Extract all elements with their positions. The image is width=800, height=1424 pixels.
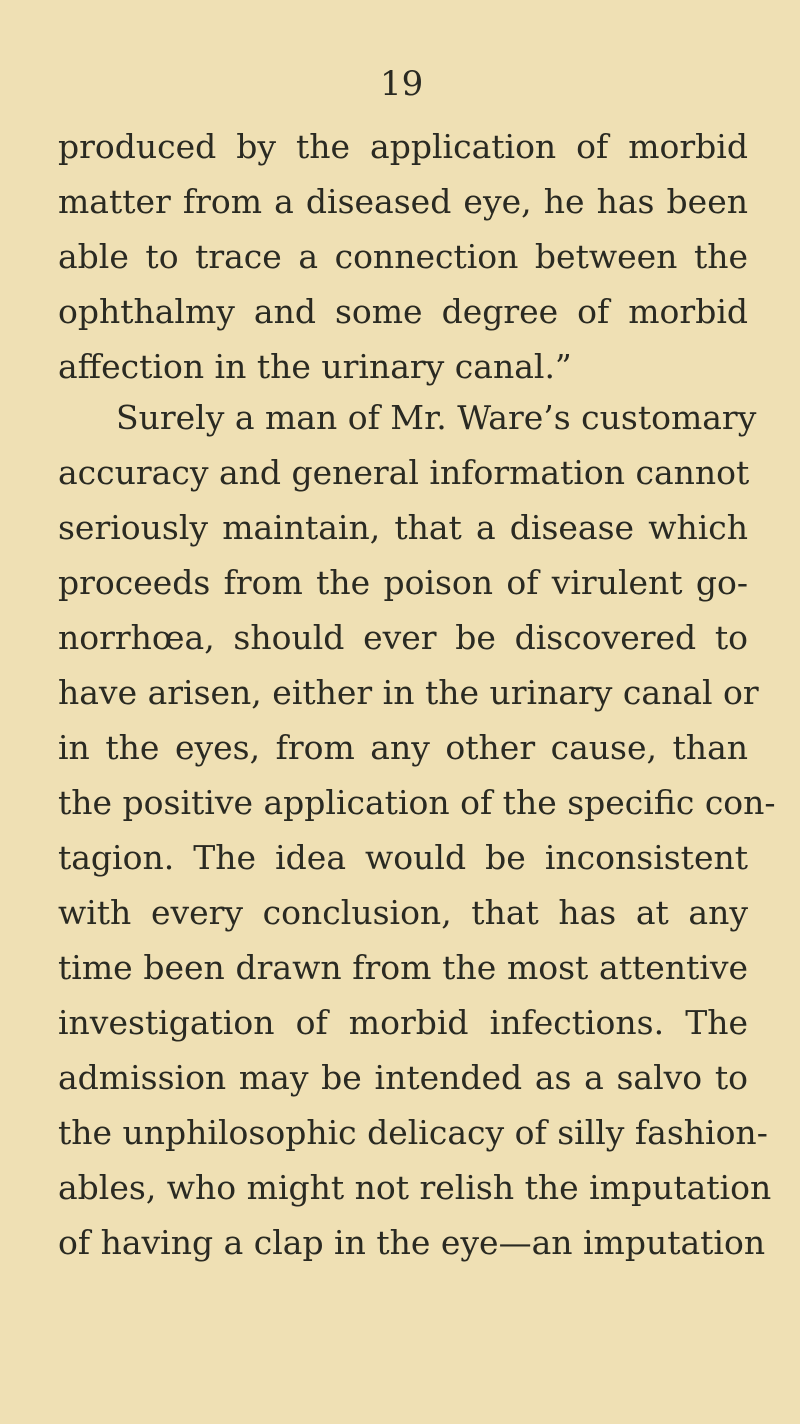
text-line: seriously maintain, that a disease which bbox=[58, 508, 748, 547]
text-line: accuracy and general information cannot bbox=[58, 453, 750, 492]
text-line: affection in the urinary canal.” bbox=[58, 347, 572, 386]
text-line: matter from a diseased eye, he has been bbox=[58, 182, 748, 221]
text-line: of having a clap in the eye—an imputation bbox=[58, 1223, 766, 1262]
text-line: Surely a man of Mr. Ware’s customary bbox=[116, 398, 757, 437]
page-number: 19 bbox=[380, 64, 424, 104]
text-line: proceeds from the poison of virulent go- bbox=[58, 563, 748, 602]
text-line: admission may be intended as a salvo to bbox=[58, 1058, 748, 1097]
text-line: produced by the application of morbid bbox=[58, 127, 748, 166]
text-line: have arisen, either in the urinary canal or bbox=[58, 673, 759, 712]
text-line: the positive application of the specific con- bbox=[58, 783, 776, 822]
text-line: with every conclusion, that has at any bbox=[58, 893, 748, 932]
text-line: in the eyes, from any other cause, than bbox=[58, 728, 748, 767]
paragraph-2 bbox=[58, 390, 776, 1270]
paragraph-1 bbox=[58, 119, 748, 394]
text-line: ables, who might not relish the imputation bbox=[58, 1168, 772, 1207]
text-line: able to trace a connection between the bbox=[58, 237, 748, 276]
text-line: time been drawn from the most attentive bbox=[58, 948, 748, 987]
text-line: norrhœa, should ever be discovered to bbox=[58, 618, 748, 657]
text-line: ophthalmy and some degree of morbid bbox=[58, 292, 748, 331]
text-line: the unphilosophic delicacy of silly fashion- bbox=[58, 1113, 768, 1152]
text-line: tagion. The idea would be inconsistent bbox=[58, 838, 748, 877]
text-line: investigation of morbid infections. The bbox=[58, 1003, 748, 1042]
